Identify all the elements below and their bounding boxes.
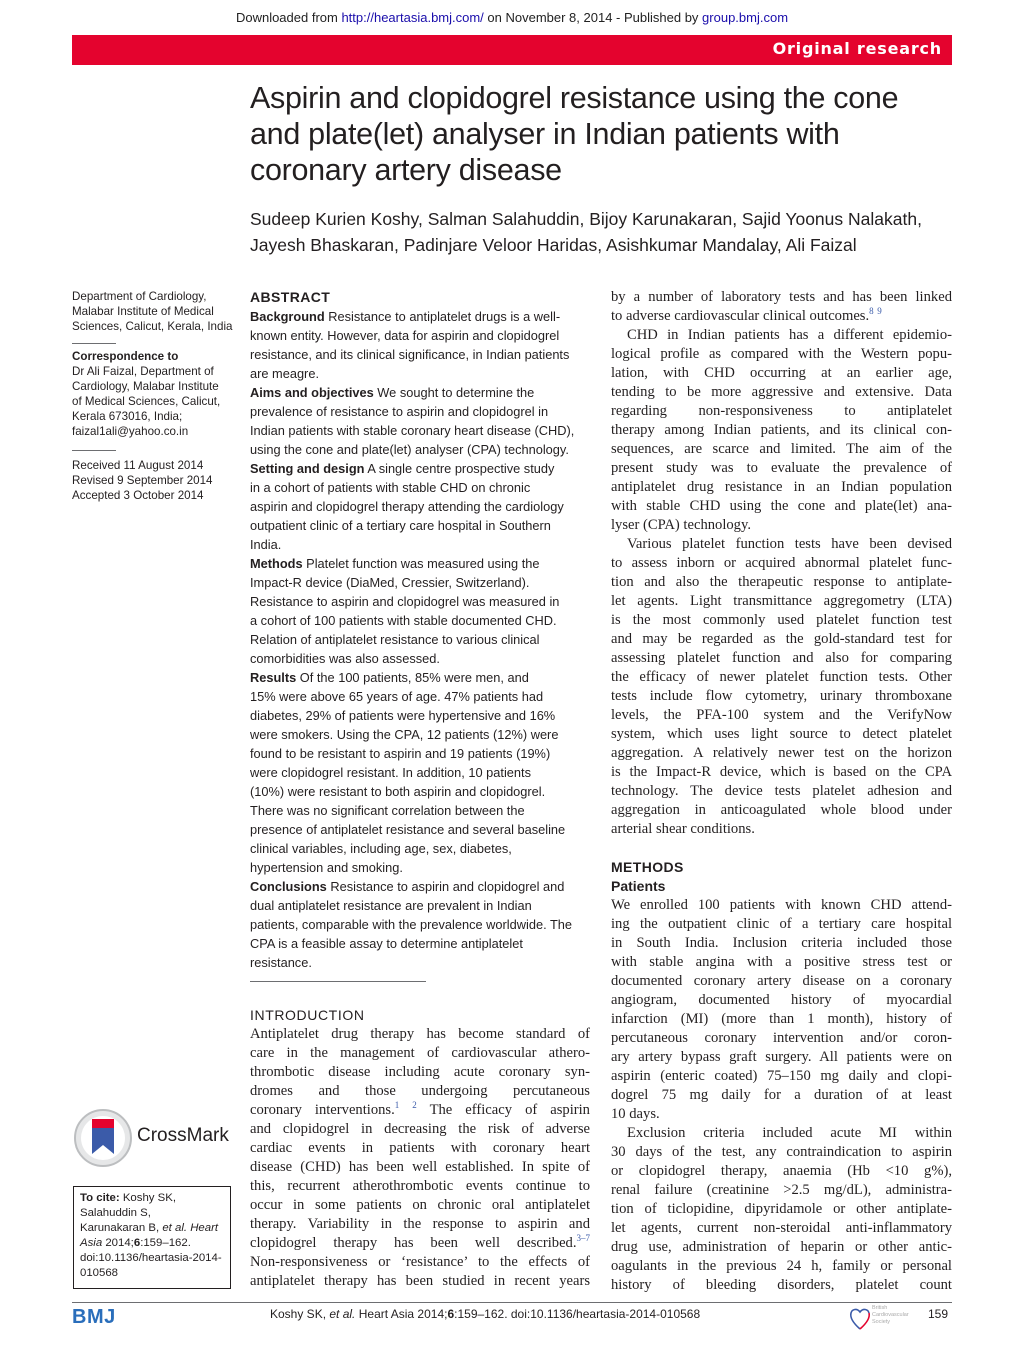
affiliation: Department of Cardiology, Malabar Institute of Medical Sciences, Calicut, Kerala, India (72, 290, 233, 333)
introduction-heading: INTRODUCTION (250, 1007, 365, 1023)
patients-heading: Patients (611, 878, 666, 894)
correspondence-heading: Correspondence to (72, 350, 179, 363)
reference-link[interactable]: 8 (869, 306, 874, 317)
article-title: Aspirin and clopidogrel resistance using the cone and plate(let) analyser in Indian patients with coronary artery disease (250, 81, 899, 187)
introduction: INTRODUCTION Antiplatelet drug therapy has become standard of care in the management of cardiovascular athero- thrombotic disease including acute coronary syn- dromes and those undergoing percutaneous coronary interventions.$^1$ $^2$ The efficacy of aspirin and clopidogrel in decreasing the risk of adverse cardiac events in patients with coronary heart disease (CHD) has been well established. In spite of this, recurrent atherothrombotic events continue to occur in some patients on chronic oral antiplatelet therapy. Variability in the response to aspirin and clopidogrel therapy has been well described.$^{3-7}$ Non-responsiveness or ‘resistance’ to the effects of antiplatelet therapy has been studied in recent years (250, 1007, 590, 1289)
sidebar-divider (72, 343, 116, 344)
reference-link[interactable]: 1 (394, 1101, 400, 1111)
crossmark-icon (73, 1108, 133, 1168)
correspondence-email[interactable]: faizal1ali@yahoo.co.in (72, 425, 189, 438)
reference-link[interactable]: 9 (877, 306, 882, 317)
footer-divider (72, 1302, 952, 1303)
author-list: Sudeep Kurien Koshy, Salman Salahuddin, Bijoy Karunakaran, Sajid Yoonus Nalakath, Jayesh Bhaskaran, Padinjare Veloor Haridas, Asishkumar Mandalay, Ali Faizal (250, 209, 922, 255)
section-label: Original research (772, 39, 942, 58)
page-number: 159 (928, 1307, 949, 1321)
correspondence: Correspondence to Dr Ali Faizal, Department of Cardiology, Malabar Institute of Medical Sciences, Calicut, Kerala 673016, India; faizal1ali@yahoo.co.in (72, 349, 232, 439)
section-banner (72, 35, 952, 65)
bcs-logo: British Cardiovascular Society (848, 1304, 904, 1334)
bmj-logo: BMJ (72, 1306, 116, 1328)
abstract-heading: ABSTRACT (250, 289, 331, 305)
right-column: by a number of laboratory tests and has been linked to adverse cardiovascular clinical outcomes.$^8$ $^9$ CHD in Indian patients has a different epidemio- logical profile as compared with the Western popu- lation, with CHD occurring at an earlier age, tending to be more aggressive and extensive. Data regarding non-responsiveness to antiplatelet therapy among Indian patients, and its clinical con- sequences, are scarce and limited. The aim of the present study was to evaluate the prevalence of antiplatelet drug resistance in an Indian population with stable CHD using the cone and plate(let) ana- lyser (CPA) technology. Various platelet function tests have been devised to assess inborn or acquired abnormal platelet func- tion and also the therapeutic response to antiplate- let agents. Light transmittance aggregometry (LTA) is the most commonly used platelet function test and may be regarded as the gold-standard test for assessing platelet function and also for comparing the efficacy of newer platelet function tests. Other tests include flow cytometry, urinary thromboxane levels, the PFA-100 system and the VerifyNow system, which uses light source to detect platelet aggregation. A relatively newer test on the horizon is the Impact-R device, which is based on the CPA technology. The device tests platelet adhesion and aggregation in anticoagulated whole blood under arterial shear conditions. METHODS Patients We enrolled 100 patients with known CHD attend- ing the outpatient clinic of a tertiary care hospital in South India. Inclusion criteria included those with stable angina with a positive stress test or documented coronary artery disease on a coronary angiogram, documented history of myocardial infarction (MI) (more than 1 month), history of percutaneous coronary intervention and/or coron- ary artery bypass graft surgery. All patients were on aspirin (enteric coated) 75–150 mg daily and clopi- dogrel 75 mg daily for a duration of at least 10 days. Exclusion criteria included acute MI within 30 days of the test, any contraindication to aspirin or clopidogrel therapy, anaemia (Hb <10 g%), renal failure (creatinine >2.5 mg/dL), administra- tion of ticlopidine, dipyridamole or other antiplate- let agents, current non-steroidal anti-inflammatory drug use, administration of heparin or other antic- oagulants in the previous 24 h, family or personal history of bleeding disorders, platelet count (611, 289, 952, 1293)
download-link[interactable]: http://heartasia.bmj.com/ (341, 10, 484, 25)
download-notice: Downloaded from http://heartasia.bmj.com/ on November 8, 2014 - Published by group.bmj.com (235, 10, 789, 25)
crossmark-label: CrossMark (137, 1125, 229, 1146)
sidebar-divider (72, 450, 116, 451)
article-dates: Received 11 August 2014 Revised 9 September 2014 Accepted 3 October 2014 (72, 459, 213, 502)
abstract-divider (250, 981, 426, 982)
crossmark-badge[interactable] (73, 1108, 233, 1168)
heart-icon (848, 1304, 872, 1332)
reference-link[interactable]: 3–7 (576, 1234, 590, 1244)
footer-citation: Koshy SK, et al. Heart Asia 2014;6:159–162. doi:10.1136/heartasia-2014-010568 (270, 1307, 701, 1321)
methods-heading: METHODS (611, 859, 684, 875)
abstract: ABSTRACT Background Resistance to antiplatelet drugs is a well- known entity. However, data for aspirin and clopidogrel resistance, and its clinical significance, in Indian patients are meagre. Aims and objectives We sought to determine the prevalence of resistance to aspirin and clopidogrel in Indian patients with stable coronary heart disease (CHD), using the cone and plate(let) analyser (CPA) technology. Setting and design A single centre prospective study in a cohort of patients with stable CHD on chronic aspirin and clopidogrel therapy attending the cardiology outpatient clinic of a tertiary care hospital in Southern India. Methods Platelet function was measured using the Impact-R device (DiaMed, Cressier, Switzerland). Resistance to aspirin and clopidogrel was measured in a cohort of 100 patients with stable documented CHD. Relation of antiplatelet resistance to various clinical comorbidities was also assessed. Results Of the 100 patients, 85% were men, and 15% were above 65 years of age. 47% patients had diabetes, 29% of patients were hypertensive and 16% were smokers. Using the CPA, 12 patients (12%) were found to be resistant to aspirin and 19 patients (19%) were clopidogrel resistant. In addition, 10 patients (10%) were resistant to both aspirin and clopidogrel. There was no significant correlation between the presence of antiplatelet resistance and several baseline clinical variables, including age, sex, diabetes, hypertension and smoking. Conclusions Resistance to aspirin and clopidogrel and dual antiplatelet resistance are prevalent in Indian patients, comparable with the prevalence worldwide. The CPA is a feasible assay to determine antiplatelet resistance. (250, 288, 595, 972)
cite-box: To cite: Koshy SK, Salahuddin S, Karunakaran B, et al. Heart Asia 2014;6:159–162. doi:10.1136/heartasia-2014- 010568 (73, 1186, 231, 1289)
reference-link[interactable]: 2 (412, 1101, 417, 1111)
publisher-link[interactable]: group.bmj.com (702, 10, 789, 25)
